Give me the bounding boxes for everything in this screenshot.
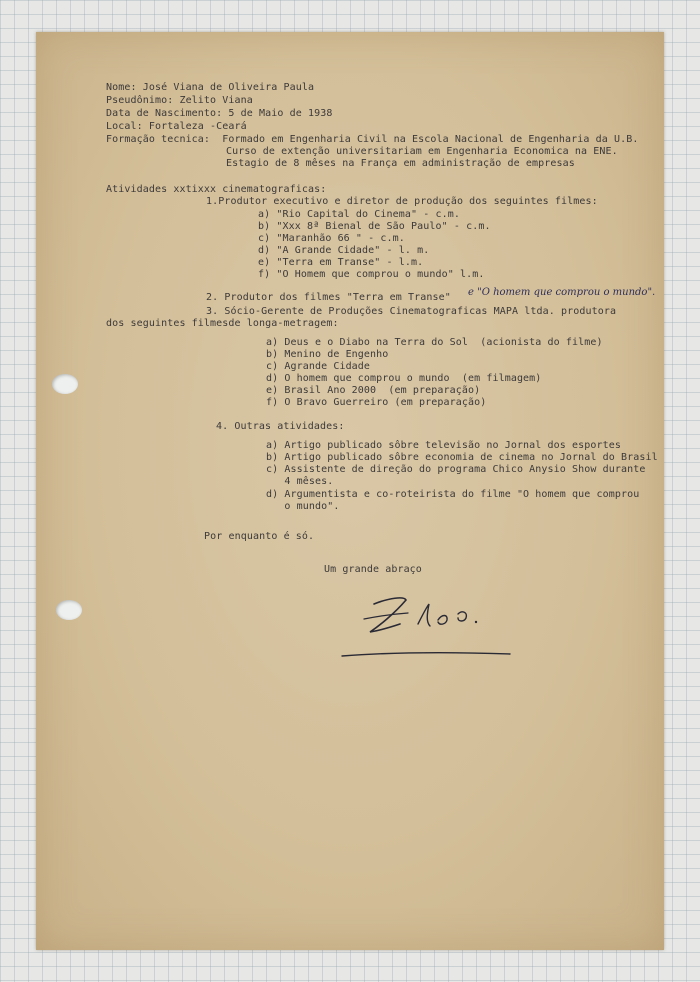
section3-item-c: c) Agrande Cidade [266, 361, 371, 372]
formacao-line-3: Estagio de 8 mêses na França em administração de empresas [226, 158, 575, 169]
section2-handwritten-note: e "O homem que comprou o mundo". [468, 287, 656, 298]
atividades-title: Atividades xxtixxx cinematograficas: [106, 184, 327, 195]
handwritten-signature [334, 586, 534, 666]
section4-title: 4. Outras atividades: [216, 421, 345, 432]
section4-line-a: a) Artigo publicado sôbre televisão no Jornal dos esportes [266, 440, 621, 451]
section3-item-a: a) Deus e o Diabo na Terra do Sol (acionista do filme) [266, 337, 603, 348]
section1-item-e: e) "Terra em Transe" - l.m. [258, 257, 424, 268]
pseudonimo-line: Pseudônimo: Zelito Viana [106, 95, 253, 106]
section2-title: 2. Produtor dos filmes "Terra em Transe" [206, 292, 451, 303]
formacao-line-2: Curso de extenção universitariam em Engenharia Economica na ENE. [226, 146, 618, 157]
section3-item-e: e) Brasil Ano 2000 (em preparação) [266, 385, 481, 396]
local-line: Local: Fortaleza -Ceará [106, 121, 247, 132]
section4-line-c: c) Assistente de direção do programa Chico Anysio Show durante [266, 464, 646, 475]
formacao-line-1: Formação tecnica: Formado em Engenharia Civil na Escola Nacional de Engenharia da U.B. [106, 134, 639, 145]
punch-hole-upper [52, 374, 78, 394]
section1-item-b: b) "Xxx 8ª Bienal de São Paulo" - c.m. [258, 221, 491, 232]
abraco-line: Um grande abraço [324, 564, 422, 575]
nome-line: Nome: José Viana de Oliveira Paula [106, 82, 315, 93]
punch-hole-lower [56, 600, 82, 620]
section3-item-f: f) O Bravo Guerreiro (em preparação) [266, 397, 487, 408]
por-enquanto-line: Por enquanto é só. [204, 531, 315, 542]
section4-line-d: d) Argumentista e co-roteirista do filme "O homem que comprou [266, 489, 640, 500]
section3-item-d: d) O homem que comprou o mundo (em filmagem) [266, 373, 542, 384]
section1-title: 1.Produtor executivo e diretor de produção dos seguintes filmes: [206, 196, 598, 207]
section1-item-c: c) "Maranhão 66 " - c.m. [258, 233, 405, 244]
section4-line-c2: 4 mêses. [266, 476, 334, 487]
section1-item-d: d) "A Grande Cidade" - l. m. [258, 245, 430, 256]
section1-item-a: a) "Rio Capital do Cinema" - c.m. [258, 209, 460, 220]
section3-item-b: b) Menino de Engenho [266, 349, 389, 360]
section3-title-1: 3. Sócio-Gerente de Produções Cinematograficas MAPA ltda. produtora [206, 306, 617, 317]
section3-title-2: dos seguintes filmesde longa-metragem: [106, 318, 339, 329]
section1-item-f: f) "O Homem que comprou o mundo" l.m. [258, 269, 485, 280]
section4-line-b: b) Artigo publicado sôbre economia de cinema no Jornal do Brasil [266, 452, 658, 463]
nascimento-line: Data de Nascimento: 5 de Maio de 1938 [106, 108, 333, 119]
section4-line-d2: o mundo". [266, 501, 340, 512]
